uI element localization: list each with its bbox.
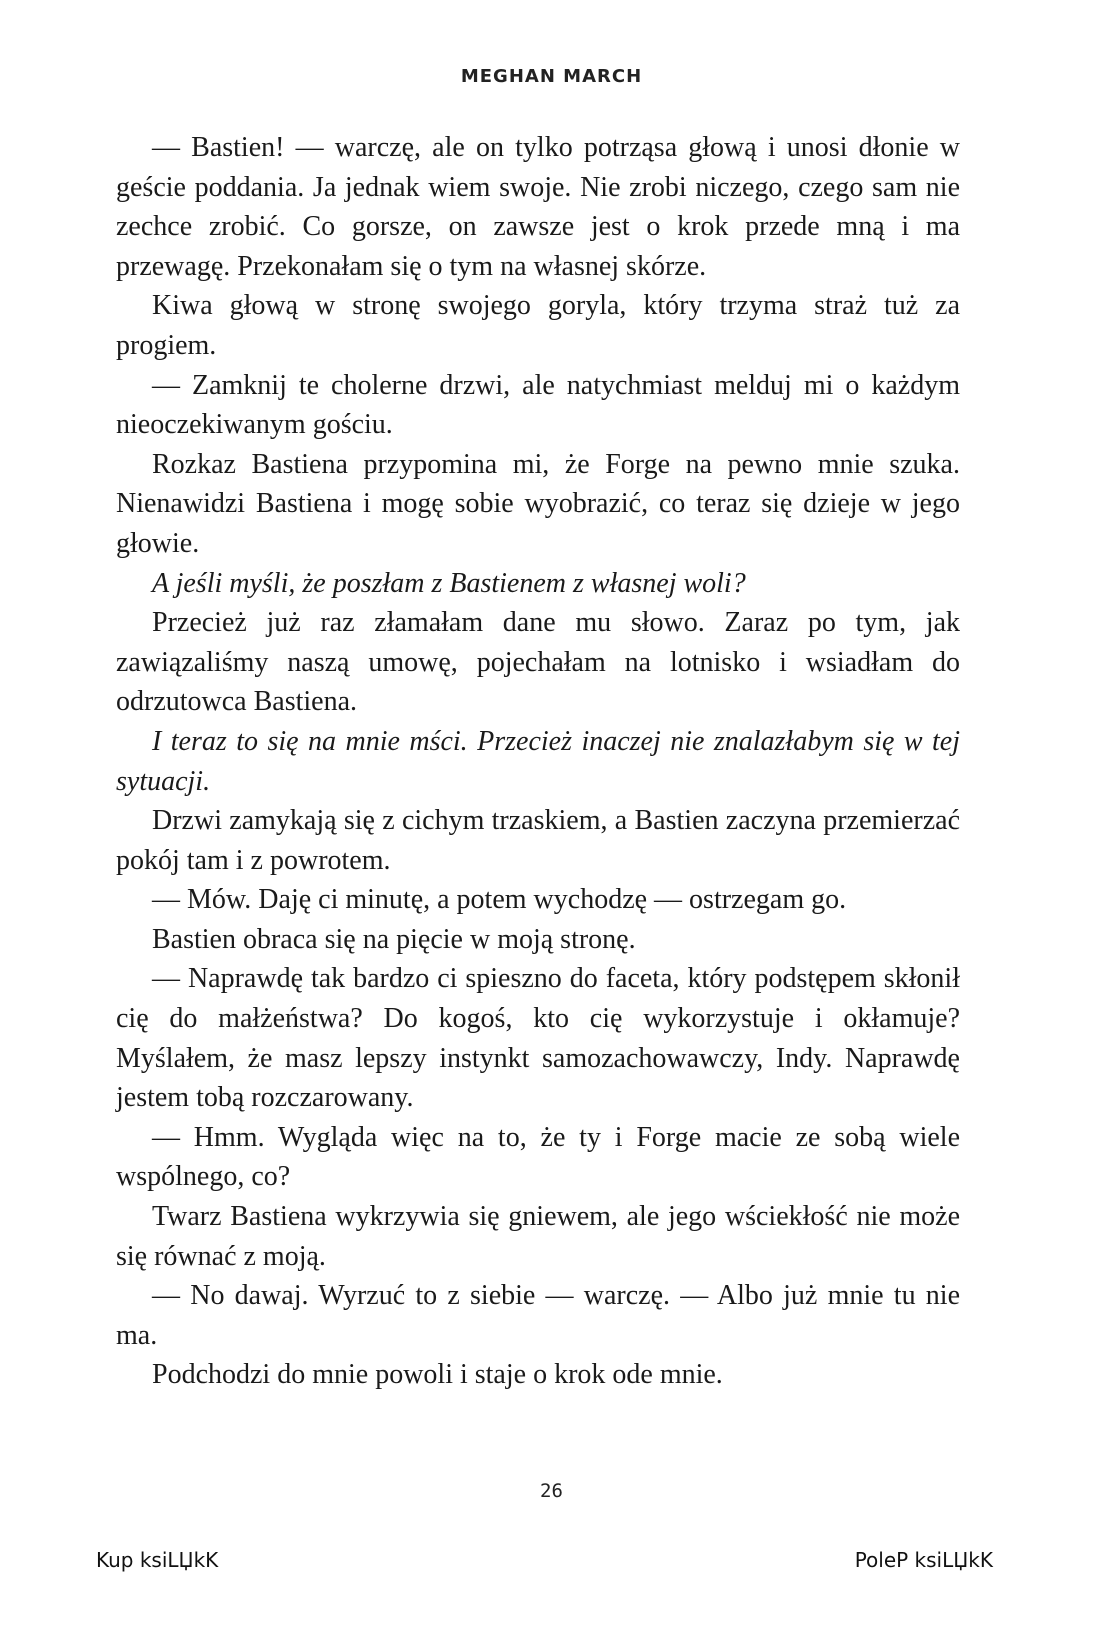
paragraph: Przecież już raz złamałam dane mu słowo. Zaraz po tym, jak zawiązaliśmy naszą umowę, pojechałam na lotnisko i wsiadłam do odrzutowca Bastiena. bbox=[116, 607, 960, 718]
paragraph: — Hmm. Wygląda więc na to, że ty i Forge macie ze sobą wiele wspólnego, co? bbox=[116, 1121, 960, 1193]
italic-thought-paragraph: A jeśli myśli, że poszłam z Bastienem z własnej woli? bbox=[152, 567, 746, 599]
body-text bbox=[116, 128, 960, 1395]
italic-thought-paragraph: I teraz to się na mnie mści. Przecież inaczej nie znalazłabym się w tej sytuacji. bbox=[116, 725, 960, 797]
paragraph: Rozkaz Bastiena przypomina mi, że Forge na pewno mnie szuka. Nienawidzi Bastiena i mogę sobie wyobrazić, co teraz się dzieje w jego głowie. bbox=[116, 448, 960, 559]
paragraph: — No dawaj. Wyrzuć to z siebie — warczę. — Albo już mnie tu nie ma. bbox=[116, 1280, 960, 1351]
paragraph: — Zamknij te cholerne drzwi, ale natychmiast melduj mi o każdym nieoczekiwanym gościu. bbox=[116, 369, 960, 441]
recommend-book-link[interactable]: PoleP ksiLЏkK bbox=[854, 1548, 993, 1572]
paragraph: — Mów. Daję ci minutę, a potem wychodzę — ostrzegam go. bbox=[152, 884, 847, 916]
page-number: 26 bbox=[540, 1480, 563, 1502]
paragraph: Kiwa głową w stronę swojego goryla, który trzyma straż tuż za progiem. bbox=[116, 290, 960, 361]
paragraph: — Bastien! — warczę, ale on tylko potrząsa głową i unosi dłonie w geście poddania. Ja jednak wiem swoje. Nie zrobi niczego, czego sam nie zechce zrobić. Co gorsze, on zawsze jest o krok przede mną i ma przewagę. Przekonałam się o tym na własnej skórze. bbox=[116, 132, 960, 282]
paragraph: Bastien obraca się na pięcie w moją stronę. bbox=[152, 923, 636, 955]
paragraph: Twarz Bastiena wykrzywia się gniewem, ale jego wściekłość nie może się równać z moją. bbox=[116, 1201, 960, 1272]
paragraph: Podchodzi do mnie powoli i staje o krok ode mnie. bbox=[152, 1359, 723, 1391]
paragraph: Drzwi zamykają się z cichym trzaskiem, a Bastien zaczyna przemierzać pokój tam i z powrotem. bbox=[116, 805, 960, 876]
running-head: MEGHAN MARCH bbox=[460, 66, 643, 87]
paragraph: — Naprawdę tak bardzo ci spieszno do faceta, który podstępem skłonił cię do małżeństwa? Do kogoś, kto cię wykorzystuje i okłamuje? Myślałem, że masz lepszy instynkt samozachowawczy, Indy. Naprawdę jestem tobą rozczarowany. bbox=[116, 963, 960, 1114]
buy-book-link[interactable]: Kup ksiLЏkK bbox=[96, 1548, 219, 1572]
